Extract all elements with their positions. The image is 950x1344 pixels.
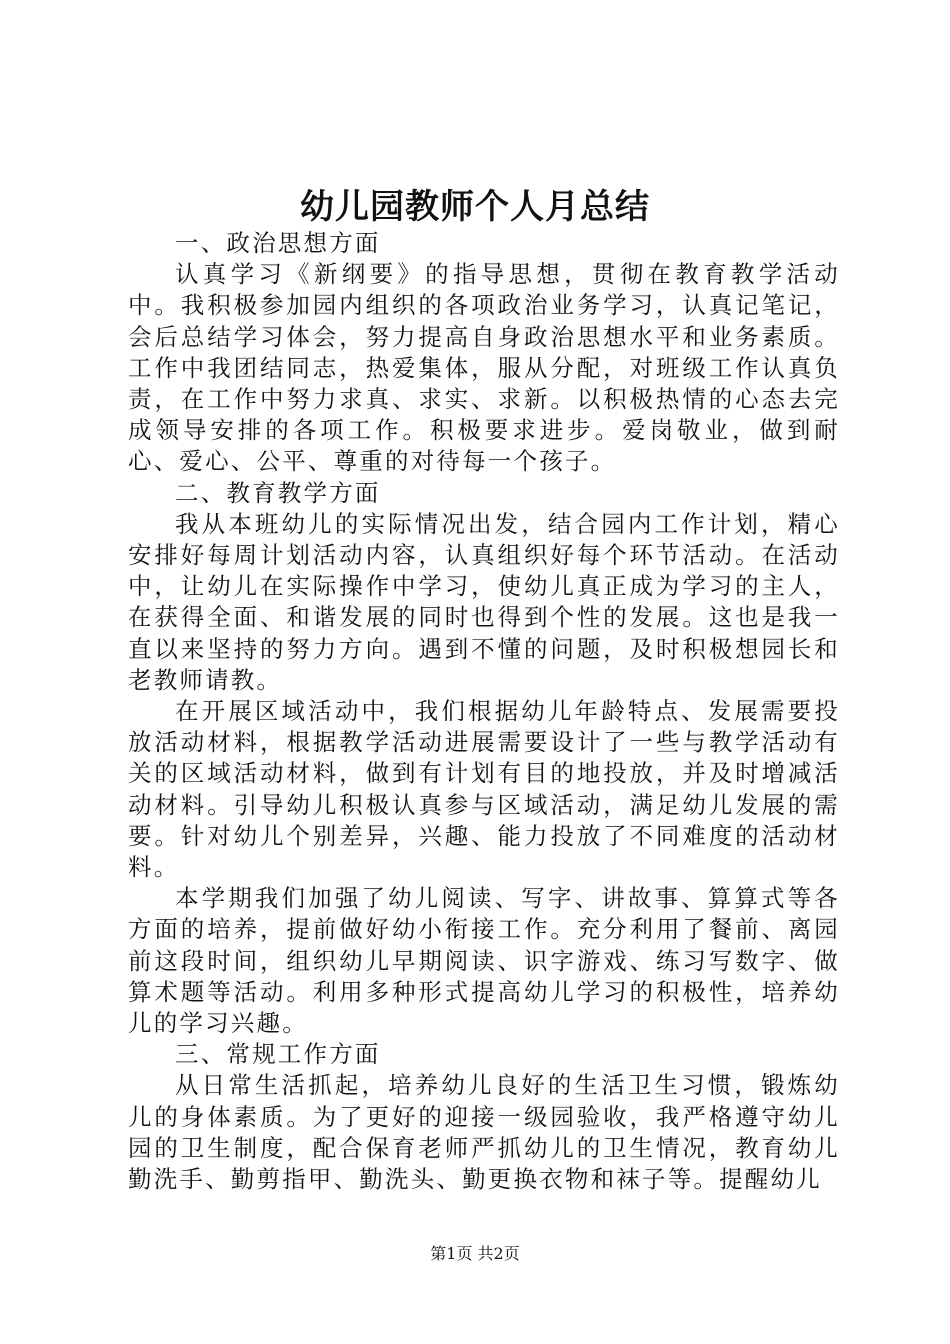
paragraph-reading-writing: 本学期我们加强了幼儿阅读、写字、讲故事、算算式等各方面的培养，提前做好幼小衔接工作。充分利用了餐前、离园前这段时间，组织幼儿早期阅读、识字游戏、练习写数字、做算术题等活动。利用多种形式提高幼儿学习的积极性，培养幼儿的学习兴趣。 [128,884,840,1038]
page-indicator: 第1页 共2页 [430,1244,520,1263]
paragraph-teaching-plan: 我从本班幼儿的实际情况出发，结合园内工作计划，精心安排好每周计划活动内容，认真组织好每个环节活动。在活动中，让幼儿在实际操作中学习，使幼儿真正成为学习的主人，在获得全面、和谐发展的同时也得到个性的发展。这也是我一直以来坚持的努力方向。遇到不懂的问题，及时积极想园长和老教师请教。 [128,509,840,694]
document-title: 幼儿园教师个人月总结 [300,187,650,227]
section-heading-routine: 三、常规工作方面 [175,1040,381,1069]
paragraph-routine: 从日常生活抓起，培养幼儿良好的生活卫生习惯，锻炼幼儿的身体素质。为了更好的迎接一级园验收，我严格遵守幼儿园的卫生制度，配合保育老师严抓幼儿的卫生情况，教育幼儿勤洗手、勤剪指甲、勤洗头、勤更换衣物和袜子等。提醒幼儿 [128,1071,840,1194]
paragraph-area-activities: 在开展区域活动中，我们根据幼儿年龄特点、发展需要投放活动材料，根据教学活动进展需要设计了一些与教学活动有关的区域活动材料，做到有计划有目的地投放，并及时增减活动材料。引导幼儿积极认真参与区域活动，满足幼儿发展的需要。针对幼儿个别差异，兴趣、能力投放了不同难度的活动材料。 [128,697,840,882]
document-body [128,228,840,1195]
section-heading-teaching: 二、教育教学方面 [175,478,381,507]
paragraph-politics: 认真学习《新纲要》的指导思想，贯彻在教育教学活动中。我积极参加园内组织的各项政治业务学习，认真记笔记，会后总结学习体会，努力提高自身政治思想水平和业务素质。工作中我团结同志，热爱集体，服从分配，对班级工作认真负责，在工作中努力求真、求实、求新。以积极热情的心态去完成领导安排的各项工作。积极要求进步。爱岗敬业，做到耐心、爱心、公平、尊重的对待每一个孩子。 [128,260,840,476]
section-heading-politics: 一、政治思想方面 [175,229,381,257]
